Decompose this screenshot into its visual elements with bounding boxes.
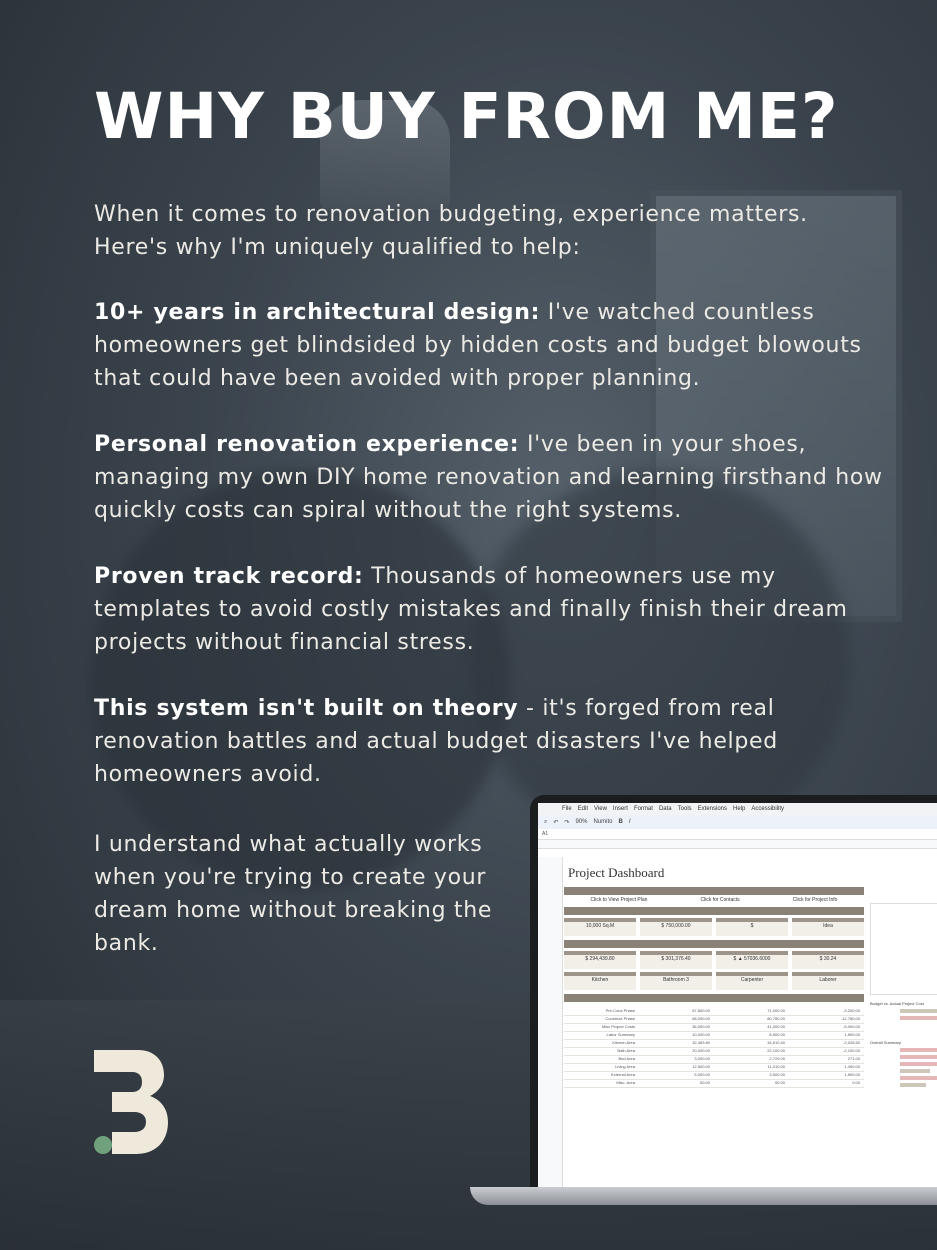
row-budget: 5,000.00 bbox=[694, 1072, 710, 1077]
row-budget: 10,000.00 bbox=[692, 1032, 710, 1037]
cell-area: 10,000 Sq.M bbox=[564, 918, 636, 936]
cell-highest-labor: Carpenter bbox=[716, 972, 788, 990]
spreadsheet-menu bbox=[538, 803, 937, 815]
row-difference: 1,500.00 bbox=[844, 1032, 860, 1037]
menu-tools[interactable]: Tools bbox=[677, 806, 692, 812]
row-cost: 41,000.00 bbox=[767, 1024, 785, 1029]
row-difference: 271.00 bbox=[847, 1056, 860, 1061]
search-icon[interactable]: ⌕ bbox=[544, 818, 548, 825]
logo-letter-b bbox=[112, 1050, 168, 1154]
cell-status: Idea bbox=[792, 918, 864, 936]
row-label: Bath Area bbox=[617, 1048, 635, 1053]
chart-bar bbox=[900, 1069, 930, 1073]
link-contacts[interactable]: Click for Contacts bbox=[700, 897, 740, 903]
chart-bar bbox=[900, 1055, 937, 1059]
point-title: Proven track record: bbox=[94, 564, 364, 589]
menu-extensions[interactable]: Extensions bbox=[697, 806, 728, 812]
row-difference: -2,026.60 bbox=[843, 1040, 860, 1045]
cell-difference: $ ▲ 57036.6000 bbox=[716, 951, 788, 969]
italic-icon[interactable]: I bbox=[628, 819, 631, 825]
row-difference: 0.00 bbox=[852, 1080, 860, 1085]
laptop-base bbox=[470, 1187, 937, 1205]
point-title: 10+ years in architectural design: bbox=[94, 300, 541, 325]
area-breakdown-table bbox=[564, 1008, 864, 1088]
cell-cost-per-area: $ 30.24 bbox=[792, 951, 864, 969]
row-budget: 32,483.80 bbox=[692, 1040, 710, 1045]
table-row bbox=[564, 1016, 864, 1024]
laptop-mockup bbox=[530, 795, 937, 1215]
brand-logo bbox=[94, 1050, 168, 1154]
section-bar bbox=[564, 887, 864, 895]
row-label: Misc Project Costs bbox=[601, 1024, 635, 1029]
spreadsheet-screen bbox=[538, 803, 937, 1191]
background-person-2 bbox=[470, 470, 850, 850]
cell-budget: $ 750,000.00 bbox=[640, 918, 712, 936]
cell-lowest-labor: Laborer bbox=[792, 972, 864, 990]
row-cost: 80,780.00 bbox=[767, 1016, 785, 1021]
table-row bbox=[564, 1080, 864, 1088]
highest-cost-cells bbox=[564, 972, 864, 990]
chart-title-overall: Overall Summary bbox=[870, 1040, 901, 1045]
row-cost: 34,510.40 bbox=[767, 1040, 785, 1045]
point-theory bbox=[94, 692, 884, 791]
table-row bbox=[564, 1008, 864, 1016]
row-label: Kitchen Area bbox=[612, 1040, 635, 1045]
menu-format[interactable]: Format bbox=[633, 806, 653, 812]
closing-paragraph: I understand what actually works when you're trying to create your dream home without breaking the bank. bbox=[94, 832, 493, 956]
chart-bar bbox=[900, 1016, 937, 1020]
chart-bar bbox=[900, 1076, 937, 1080]
chart-bar bbox=[900, 1048, 937, 1052]
row-difference: -3,200.00 bbox=[843, 1008, 860, 1013]
row-cost: 71,000.00 bbox=[767, 1008, 785, 1013]
menu-edit[interactable]: Edit bbox=[577, 806, 589, 812]
link-project-info[interactable]: Click for Project Info bbox=[792, 897, 838, 903]
row-label: Bed Area bbox=[618, 1056, 635, 1061]
menu-file[interactable]: File bbox=[562, 806, 572, 812]
row-cost: 22,100.00 bbox=[767, 1048, 785, 1053]
logo-dot bbox=[94, 1136, 112, 1154]
row-cost: 2,729.00 bbox=[769, 1056, 785, 1061]
row-difference: -12,780.00 bbox=[840, 1016, 860, 1021]
row-cost: 3,500.00 bbox=[769, 1072, 785, 1077]
chart-bar bbox=[900, 1062, 937, 1066]
cell-lowest-area: Bathroom 3 bbox=[640, 972, 712, 990]
table-row bbox=[564, 1064, 864, 1072]
row-budget: 3,000.00 bbox=[694, 1056, 710, 1061]
row-difference: 1,490.00 bbox=[844, 1064, 860, 1069]
section-bar bbox=[564, 907, 864, 915]
row-difference: -5,000.00 bbox=[843, 1024, 860, 1029]
point-text: I've watched countless homeowners get blindsided by hidden costs and budget blowouts that could have been avoided with proper planning. bbox=[94, 300, 862, 391]
row-budget: 68,000.00 bbox=[692, 1016, 710, 1021]
row-budget: 50.00 bbox=[699, 1080, 710, 1085]
point-text: - it's forged from real renovation battles and actual budget disasters I've helped homeowners avoid. bbox=[94, 696, 778, 787]
menu-view[interactable]: View bbox=[594, 806, 607, 812]
row-label: Living Area bbox=[615, 1064, 635, 1069]
point-title: Personal renovation experience: bbox=[94, 432, 520, 457]
row-cost: 8,500.00 bbox=[769, 1032, 785, 1037]
row-budget: 36,000.00 bbox=[692, 1024, 710, 1029]
logo-stem bbox=[94, 1050, 112, 1072]
row-difference: -2,100.00 bbox=[843, 1048, 860, 1053]
point-architectural bbox=[94, 296, 884, 395]
point-title: This system isn't built on theory bbox=[94, 696, 519, 721]
point-text: Thousands of homeowners use my templates to avoid costly mistakes and finally finish their dream projects without financial stress. bbox=[94, 564, 848, 655]
chart-bar bbox=[900, 1009, 937, 1013]
chart-box bbox=[870, 903, 937, 995]
menu-accessibility[interactable]: Accessibility bbox=[751, 806, 785, 812]
table-row bbox=[564, 1056, 864, 1064]
row-budget: 20,000.00 bbox=[692, 1048, 710, 1053]
row-budget: 12,500.00 bbox=[692, 1064, 710, 1069]
intro-paragraph: When it comes to renovation budgeting, experience matters. Here's why I'm uniquely qualified to help: bbox=[94, 202, 808, 260]
cell-highest-area: Kitchen bbox=[564, 972, 636, 990]
table-row bbox=[564, 1048, 864, 1056]
row-cost: 11,010.00 bbox=[767, 1064, 785, 1069]
row-label: Pre-Cons Phase bbox=[605, 1008, 635, 1013]
row-label: Construct Phase bbox=[605, 1016, 635, 1021]
section-bar bbox=[564, 940, 864, 948]
navigation-links bbox=[564, 897, 864, 903]
cell-reference: A1 bbox=[542, 831, 549, 837]
formula-bar[interactable] bbox=[538, 829, 937, 840]
row-difference: 1,500.00 bbox=[844, 1072, 860, 1077]
spreadsheet-toolbar bbox=[538, 815, 937, 829]
row-label: Misc. Area bbox=[616, 1080, 635, 1085]
row-headers bbox=[538, 857, 563, 1191]
point-personal bbox=[94, 428, 884, 527]
table-row bbox=[564, 1072, 864, 1080]
dashboard-title: Project Dashboard bbox=[568, 865, 665, 880]
project-settings-cells bbox=[564, 918, 864, 936]
chart-bar bbox=[900, 1083, 926, 1087]
background-person bbox=[90, 470, 510, 890]
undo-icon[interactable]: ↶ bbox=[553, 819, 559, 826]
zoom-select[interactable]: 90% bbox=[575, 819, 588, 825]
cell-budget-cost: $ 294,439.80 bbox=[564, 951, 636, 969]
point-track-record bbox=[94, 560, 884, 659]
cell-currency: $ bbox=[716, 918, 788, 936]
chart-title-budget-actual: Budget vs. Actual Project Cost bbox=[870, 1001, 924, 1006]
menu-data[interactable]: Data bbox=[658, 806, 672, 812]
page-heading: WHY BUY FROM ME? bbox=[94, 80, 839, 153]
table-row bbox=[564, 1032, 864, 1040]
bold-icon[interactable]: B bbox=[618, 819, 623, 825]
column-headers bbox=[538, 840, 937, 849]
menu-help[interactable]: Help bbox=[733, 806, 746, 812]
cell-actual-cost: $ 301,376.40 bbox=[640, 951, 712, 969]
cost-summary-cells bbox=[564, 951, 864, 969]
menu-insert[interactable]: Insert bbox=[612, 806, 628, 812]
row-budget: 67,800.00 bbox=[692, 1008, 710, 1013]
laptop-screen-frame bbox=[530, 795, 937, 1195]
redo-icon[interactable]: ↷ bbox=[564, 819, 570, 826]
font-select[interactable]: Numito bbox=[593, 819, 613, 825]
table-row bbox=[564, 1040, 864, 1048]
table-row bbox=[564, 1024, 864, 1032]
section-bar bbox=[564, 994, 864, 1002]
point-text: I've been in your shoes, managing my own DIY home renovation and learning firsthand how quickly costs can spiral without the right systems. bbox=[94, 432, 883, 523]
side-charts bbox=[870, 903, 937, 1183]
row-label: External Area bbox=[610, 1072, 635, 1077]
row-cost: 50.00 bbox=[774, 1080, 785, 1085]
row-label: Labor Summary bbox=[606, 1032, 635, 1037]
link-project-plan[interactable]: Click to View Project Plan bbox=[590, 897, 648, 903]
